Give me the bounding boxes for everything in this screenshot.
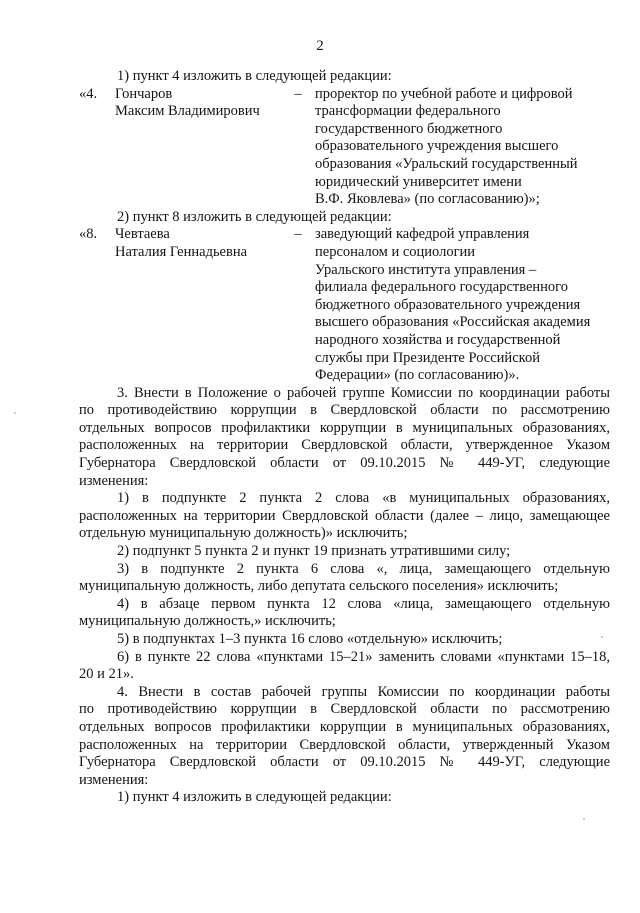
amendment-item-2-label: 2) пункт 8 изложить в следующей редакции: <box>117 208 392 225</box>
member-entry-4 <box>79 86 610 209</box>
section-3-line: 3. Внести в Положение о рабочей группе Комиссии по координации работы <box>117 384 610 401</box>
member-surname: Чевтаева <box>115 226 170 243</box>
member-surname: Гончаров <box>115 85 173 102</box>
section-4-item-1-label: 1) пункт 4 изложить в следующей редакции: <box>117 789 392 806</box>
position-line: образования «Уральский государственный <box>315 155 578 172</box>
section-3-item-2 <box>79 543 610 561</box>
position-line: В.Ф. Яковлева» (по согласованию)»; <box>315 191 540 208</box>
page-number: 2 <box>316 38 324 54</box>
section-3-item-line: муниципальную должность, либо депутата сельского поселения» исключить; <box>79 578 559 595</box>
position-line: персоналом и социологии <box>315 243 476 260</box>
section-3-item-5 <box>79 631 610 649</box>
section-3-line: по противодействию коррупции в Свердловской области по рассмотрению <box>79 402 610 419</box>
position-line: филиала федерального государственного <box>315 279 569 296</box>
position-line: службы при Президенте Российской <box>315 349 540 366</box>
position-line: Уральского института управления – <box>315 261 537 278</box>
position-line: юридический университет имени <box>315 173 522 190</box>
position-line: заведующий кафедрой управления <box>315 226 530 243</box>
member-entry-8-position <box>315 226 610 384</box>
section-3-item-line: отдельную муниципальную должность)» исключить; <box>79 525 408 542</box>
member-entry-8-name <box>115 226 281 384</box>
section-3-item-4 <box>79 596 610 631</box>
member-entry-8 <box>79 226 610 384</box>
section-4-line: отдельных вопросов профилактики коррупции в муниципальных образованиях, <box>79 718 610 735</box>
member-entry-8-number: «8. <box>79 226 98 243</box>
position-line: Федерации» (по согласованию)». <box>315 367 520 384</box>
position-line: трансформации федерального <box>315 103 501 120</box>
document-body <box>79 68 610 807</box>
member-given-names: Наталия Геннадьевна <box>115 243 248 260</box>
position-line: бюджетного образовательного учреждения <box>315 296 581 313</box>
section-3-item-1 <box>79 490 610 543</box>
section-3-item-line: расположенных на территории Свердловской области (далее – лицо, замещающее <box>79 507 610 524</box>
scan-speck <box>583 818 585 820</box>
section-3-item-line: 20 и 21». <box>79 666 134 683</box>
section-3-line: отдельных вопросов профилактики коррупции в муниципальных образованиях, <box>79 419 610 436</box>
section-4-line: 4. Внести в состав рабочей группы Комиссии по координации работы <box>117 683 610 700</box>
scan-speck <box>601 636 603 638</box>
section-3-line: изменения: <box>79 472 149 489</box>
scan-speck <box>14 412 16 414</box>
amendment-item-1-label: 1) пункт 4 изложить в следующей редакции: <box>117 68 392 84</box>
section-3-item-line: 4) в абзаце первом пункта 12 слова «лица, замещающего отдельную <box>117 595 610 612</box>
section-3-paragraph <box>79 385 610 491</box>
member-entry-4-dash: – <box>294 85 302 102</box>
member-entry-8-dash: – <box>294 226 302 243</box>
section-3-item-line: 3) в подпункте 2 пункта 6 слова «, лица, замещающего отдельную <box>117 560 610 577</box>
section-3-line: расположенных на территории Свердловской области, утвержденное Указом <box>79 437 610 454</box>
position-line: проректор по учебной работе и цифровой <box>315 85 573 102</box>
section-3-item-line: 1) в подпункте 2 пункта 2 слова «в муниципальных образованиях, <box>117 490 610 507</box>
section-3-item-line: муниципальную должность,» исключить; <box>79 613 336 630</box>
position-line: высшего образования «Российская академия <box>315 314 591 331</box>
member-entry-4-number: «4. <box>79 85 98 102</box>
section-4-paragraph <box>79 684 610 790</box>
member-given-names: Максим Владимирович <box>115 103 260 120</box>
section-3-item-6 <box>79 649 610 684</box>
section-3-item-line: 6) в пункте 22 слова «пунктами 15–21» заменить словами «пунктами 15–18, <box>117 648 610 665</box>
member-entry-4-name <box>115 86 281 209</box>
section-3-item-line: 2) подпункт 5 пункта 2 и пункт 19 признать утратившими силу; <box>117 543 511 560</box>
section-4-line: изменения: <box>79 771 149 788</box>
position-line: образовательного учреждения высшего <box>315 138 559 155</box>
member-entry-4-position <box>315 86 610 209</box>
position-line: государственного бюджетного <box>315 120 503 137</box>
position-line: народного хозяйства и государственной <box>315 331 561 348</box>
section-4-line: Губернатора Свердловской области от 09.10.2015 № 449-УГ, следующие <box>79 754 610 771</box>
section-3-item-3 <box>79 561 610 596</box>
section-3-line: Губернатора Свердловской области от 09.10.2015 № 449-УГ, следующие <box>79 455 610 472</box>
section-3-item-line: 5) в подпунктах 1–3 пункта 16 слово «отдельную» исключить; <box>117 631 503 647</box>
section-4-line: расположенных на территории Свердловской области, утвержденный Указом <box>79 736 610 753</box>
section-4-line: по противодействию коррупции в Свердловской области по рассмотрению <box>79 701 610 718</box>
